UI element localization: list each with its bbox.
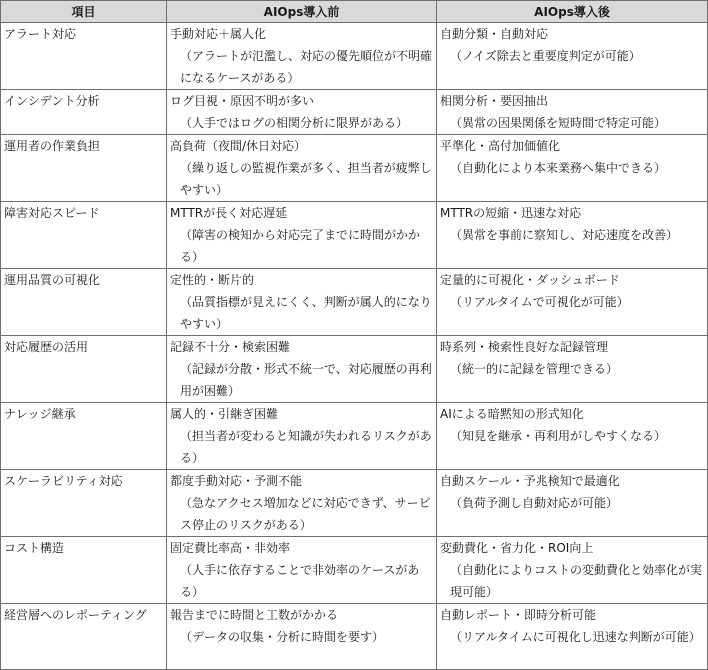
cell-after — [437, 90, 708, 135]
cell-after — [437, 403, 708, 470]
after-sub: （統一的に記録を管理できる） — [450, 362, 619, 376]
after-main: 定量的に可視化・ダッシュボード — [440, 273, 620, 287]
cell-after — [437, 202, 708, 269]
after-sub: （異常の因果関係を短時間で特定可能） — [450, 116, 667, 130]
table-row — [1, 23, 708, 90]
cell-before — [167, 537, 437, 604]
item-label: インシデント分析 — [4, 94, 100, 108]
after-main: 相関分析・要因抽出 — [440, 94, 549, 108]
table-row — [1, 537, 708, 604]
table-row — [1, 470, 708, 537]
cell-item — [1, 135, 167, 202]
table-row — [1, 135, 708, 202]
item-label: 障害対応スピード — [4, 206, 100, 220]
after-main: 自動分類・自動対応 — [440, 27, 549, 41]
item-label: 運用者の作業負担 — [4, 139, 101, 153]
cell-before — [167, 90, 437, 135]
before-sub: （急なアクセス増加などに対応できず、サービス停止のリスクがある） — [180, 496, 431, 532]
cell-item — [1, 403, 167, 470]
before-main: 高負荷（夜間/休日対応） — [170, 139, 307, 153]
after-main: 時系列・検索性良好な記録管理 — [440, 340, 609, 354]
cell-item — [1, 90, 167, 135]
after-main: 自動レポート・即時分析可能 — [440, 608, 597, 622]
after-main: 変動費化・省力化・ROI向上 — [440, 541, 594, 555]
item-label: 運用品質の可視化 — [4, 273, 101, 287]
before-sub: （繰り返しの監視作業が多く、担当者が疲弊しやすい） — [180, 161, 432, 197]
cell-before — [167, 269, 437, 336]
table-row — [1, 336, 708, 403]
after-sub: （自動化により本来業務へ集中できる） — [450, 161, 667, 175]
cell-item — [1, 604, 167, 670]
before-main: 属人的・引継ぎ困難 — [170, 407, 279, 421]
before-sub: （担当者が変わると知識が失われるリスクがある） — [180, 429, 432, 465]
before-sub: （品質指標が見えにくく、判断が属人的になりやすい） — [180, 295, 432, 331]
cell-after — [437, 23, 708, 90]
before-main: ログ目視・原因不明が多い — [170, 94, 315, 108]
item-label: スケーラビリティ対応 — [4, 474, 123, 488]
cell-item — [1, 202, 167, 269]
cell-before — [167, 23, 437, 90]
table-row — [1, 202, 708, 269]
header-item: 項目 — [1, 1, 167, 23]
cell-before — [167, 403, 437, 470]
cell-item — [1, 537, 167, 604]
cell-before — [167, 604, 437, 670]
before-main: 記録不十分・検索困難 — [170, 340, 291, 354]
after-sub: （異常を事前に察知し、対応速度を改善） — [450, 228, 679, 242]
after-sub: （自動化によりコストの変動費化と効率化が実現可能） — [450, 563, 703, 599]
cell-item — [1, 470, 167, 537]
cell-before — [167, 470, 437, 537]
cell-after — [437, 336, 708, 403]
before-main: 都度手動対応・予測不能 — [170, 474, 303, 488]
cell-item — [1, 336, 167, 403]
cell-after — [437, 135, 708, 202]
before-main: 定性的・断片的 — [170, 273, 255, 287]
after-sub: （リアルタイムで可視化が可能） — [450, 295, 629, 309]
after-sub: （リアルタイムに可視化し迅速な判断が可能） — [450, 630, 701, 644]
item-label: 対応履歴の活用 — [4, 340, 89, 354]
cell-after — [437, 269, 708, 336]
table-row — [1, 403, 708, 470]
item-label: アラート対応 — [4, 27, 77, 41]
before-sub: （人手ではログの相関分析に限界がある） — [180, 116, 409, 130]
before-sub: （障害の検知から対応完了までに時間がかかる） — [180, 228, 421, 264]
after-sub: （負荷予測し自動対応が可能） — [450, 496, 619, 510]
before-main: MTTRが長く対応遅延 — [170, 206, 288, 220]
table-row — [1, 90, 708, 135]
after-main: 平準化・高付加価値化 — [440, 139, 561, 153]
item-label: 経営層へのレポーティング — [4, 608, 147, 622]
before-main: 手動対応＋属人化 — [170, 27, 267, 41]
cell-after — [437, 537, 708, 604]
before-sub: （アラートが氾濫し、対応の優先順位が不明確になるケースがある） — [180, 49, 433, 85]
cell-after — [437, 604, 708, 670]
header-row — [1, 1, 708, 23]
cell-before — [167, 336, 437, 403]
before-sub: （データの収集・分析に時間を要す） — [180, 630, 385, 644]
cell-after — [437, 470, 708, 537]
item-label: ナレッジ継承 — [4, 407, 76, 421]
after-sub: （知見を継承・再利用がしやすくなる） — [450, 429, 667, 443]
header-after: AIOps導入後 — [437, 1, 708, 23]
after-main: AIによる暗黙知の形式知化 — [440, 407, 584, 421]
before-main: 固定費比率高・非効率 — [170, 541, 291, 555]
cell-item — [1, 23, 167, 90]
table-row — [1, 604, 708, 670]
before-sub: （人手に依存することで非効率のケースがある） — [180, 563, 420, 599]
item-label: コスト構造 — [4, 541, 65, 555]
header-before: AIOps導入前 — [167, 1, 437, 23]
after-sub: （ノイズ除去と重要度判定が可能） — [450, 49, 641, 63]
table-row — [1, 269, 708, 336]
cell-item — [1, 269, 167, 336]
cell-before — [167, 202, 437, 269]
after-main: 自動スケール・予兆検知で最適化 — [440, 474, 620, 488]
before-main: 報告までに時間と工数がかかる — [170, 608, 339, 622]
before-sub: （記録が分散・形式不統一で、対応履歴の再利用が困難） — [180, 362, 432, 398]
cell-before — [167, 135, 437, 202]
after-main: MTTRの短縮・迅速な対応 — [440, 206, 582, 220]
